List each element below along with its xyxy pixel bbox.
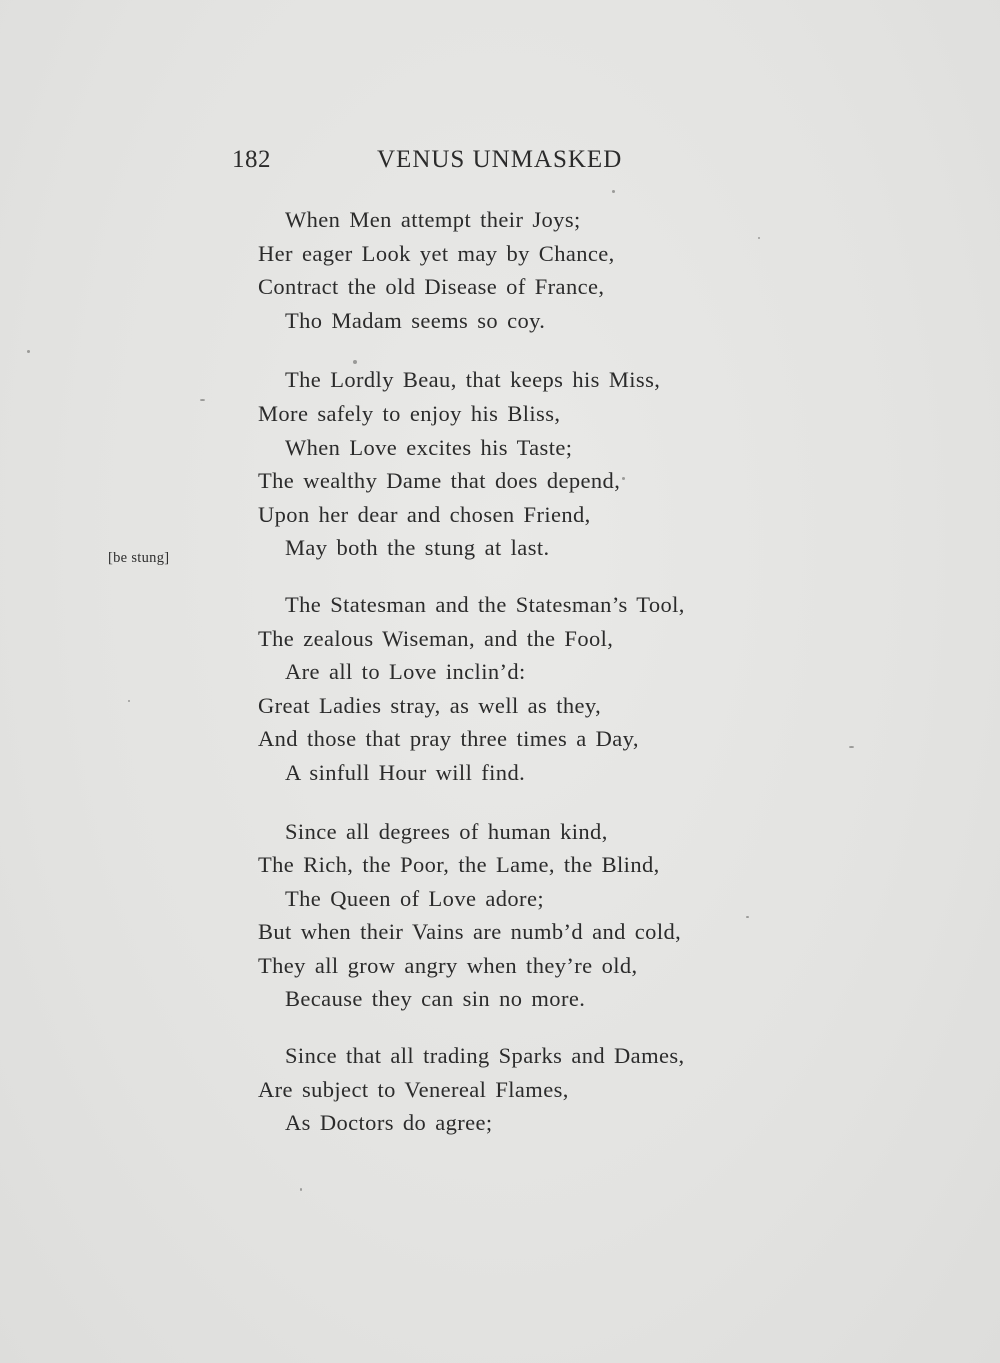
stanza (258, 203, 778, 337)
verse-line: Great Ladies stray, as well as they, (258, 692, 602, 718)
verse-line: Tho Madam seems so coy. (285, 307, 546, 333)
running-title: VENUS UNMASKED (377, 146, 623, 173)
stanza (258, 1039, 778, 1140)
paper-speck (200, 399, 205, 401)
verse-line: But when their Vains are numb’d and cold, (258, 919, 682, 945)
verse-line: When Men attempt their Joys; (285, 207, 581, 232)
verse-line: Upon her dear and chosen Friend, (258, 501, 591, 527)
page-number: 182 (232, 146, 271, 173)
verse-line: They all grow angry when they’re old, (258, 952, 638, 978)
verse-line: Are all to Love inclin’d: (285, 659, 526, 685)
verse-line: The zealous Wiseman, and the Fool, (258, 625, 614, 651)
paper-speck (746, 916, 749, 918)
verse-line: The Lordly Beau, that keeps his Miss, (285, 367, 661, 393)
paper-speck (622, 477, 625, 480)
paper-speck (758, 237, 760, 239)
verse-line: The wealthy Dame that does depend, (258, 468, 621, 494)
verse-line: Are subject to Venereal Flames, (258, 1076, 569, 1102)
verse-line: More safely to enjoy his Bliss, (258, 400, 561, 426)
verse-line: May both the stung at last. (285, 535, 550, 561)
verse-line: The Queen of Love adore; (285, 885, 544, 911)
stanza (258, 588, 778, 790)
verse-line: Contract the old Disease of France, (258, 274, 605, 300)
paper-speck (612, 190, 615, 193)
paper-speck (27, 350, 30, 353)
verse-line: Because they can sin no more. (285, 986, 586, 1012)
paper-speck (353, 360, 357, 364)
verse-line: As Doctors do agree; (285, 1110, 493, 1136)
paper-speck (849, 746, 854, 748)
verse-line: The Statesman and the Statesman’s Tool, (285, 591, 685, 617)
poem-text (258, 203, 778, 1140)
verse-line: Since all degrees of human kind, (285, 818, 608, 844)
margin-note: [be stung] (108, 550, 170, 566)
stanza (258, 363, 778, 565)
paper-speck (300, 1188, 302, 1191)
stanza (258, 815, 778, 1017)
verse-line: A sinfull Hour will find. (285, 759, 526, 785)
verse-line: Since that all trading Sparks and Dames, (285, 1043, 685, 1069)
paper-speck (128, 700, 130, 702)
verse-line: Her eager Look yet may by Chance, (258, 240, 615, 266)
verse-line: When Love excites his Taste; (285, 434, 573, 460)
verse-line: And those that pray three times a Day, (258, 726, 639, 752)
page-header (232, 146, 652, 182)
verse-line: The Rich, the Poor, the Lame, the Blind, (258, 852, 660, 878)
